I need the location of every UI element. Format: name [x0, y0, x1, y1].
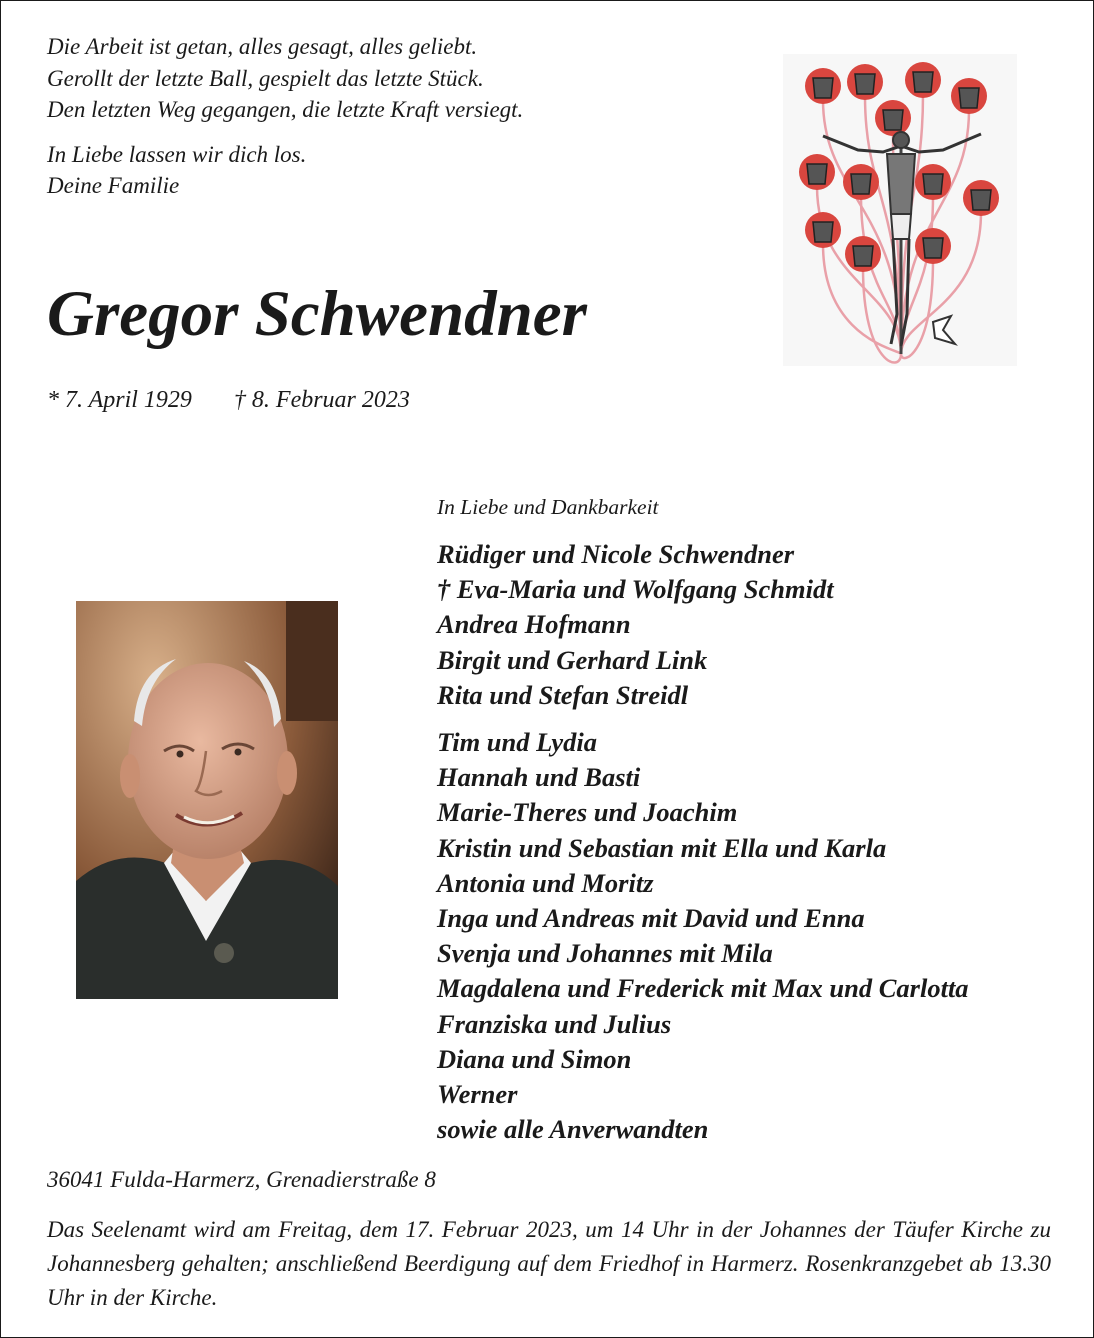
apostle-head [913, 72, 933, 92]
poem-signature: Deine Familie [47, 173, 180, 198]
mourner-line: Antonia und Moritz [437, 867, 654, 898]
family-address: 36041 Fulda-Harmerz, Grenadierstraße 8 [47, 1167, 436, 1192]
mourner-line: † Eva-Maria und Wolfgang Schmidt [437, 574, 834, 605]
mourner-line: Svenja und Johannes mit Mila [437, 938, 773, 969]
mourner-line: Magdalena und Frederick mit Max und Carlotta [437, 973, 969, 1004]
mourner-line: Diana und Simon [437, 1043, 632, 1074]
mourner-line: sowie alle Anverwandten [437, 1114, 709, 1145]
poem [47, 31, 523, 202]
mourner-line: Werner [437, 1079, 518, 1110]
apostle-head [813, 78, 833, 98]
apostle-head [883, 110, 903, 130]
mourner-line: Andrea Hofmann [437, 609, 631, 640]
apostle-head [923, 238, 943, 258]
crucifix-illustration [783, 54, 1017, 366]
mourner-line: Rüdiger und Nicole Schwendner [437, 539, 795, 569]
birth-date: * 7. April 1929 [47, 387, 192, 413]
mourner-line: Rita und Stefan Streidl [437, 679, 689, 710]
apostle-head [851, 174, 871, 194]
mourners-list [437, 537, 969, 1147]
apostle-head [855, 74, 875, 94]
poem-line: In Liebe lassen wir dich los. [47, 141, 307, 167]
mourner-line: Tim und Lydia [437, 727, 597, 758]
mourner-line: Marie-Theres und Joachim [437, 797, 738, 828]
apostle-head [959, 88, 979, 108]
portrait-photo [76, 601, 338, 999]
mourner-line: Hannah und Basti [437, 762, 641, 793]
service-announcement: Das Seelenamt wird am Freitag, dem 17. Februar 2023, um 14 Uhr in der Johannes der Täufer Kirche zu Johannesberg gehalten; anschließend Beerdigung auf dem Friedhof in Harmerz. Rosenkranzgebet ab 13.30 Uhr in der Kirche. [47, 1217, 1051, 1310]
death-date: † 8. Februar 2023 [233, 387, 410, 413]
mourner-line: Franziska und Julius [437, 1008, 672, 1039]
deceased-name: Gregor Schwendner [47, 278, 587, 350]
apostle-head [813, 222, 833, 242]
mourner-line: Birgit und Gerhard Link [437, 644, 708, 675]
apostle-head [923, 174, 943, 194]
poem-line: Die Arbeit ist getan, alles gesagt, alles geliebt. [47, 34, 478, 59]
apostle-head [853, 246, 873, 266]
mourner-line: Inga und Andreas mit David und Enna [437, 903, 865, 934]
mourners-intro: In Liebe und Dankbarkeit [437, 495, 659, 519]
life-dates [47, 387, 410, 414]
apostle-head [807, 164, 827, 184]
mourner-line: Kristin und Sebastian mit Ella und Karla [437, 832, 887, 863]
poem-line: Gerollt der letzte Ball, gespielt das letzte Stück. [47, 65, 484, 91]
poem-line: Den letzten Weg gegangen, die letzte Kraft versiegt. [47, 97, 524, 122]
apostle-head [971, 190, 991, 210]
